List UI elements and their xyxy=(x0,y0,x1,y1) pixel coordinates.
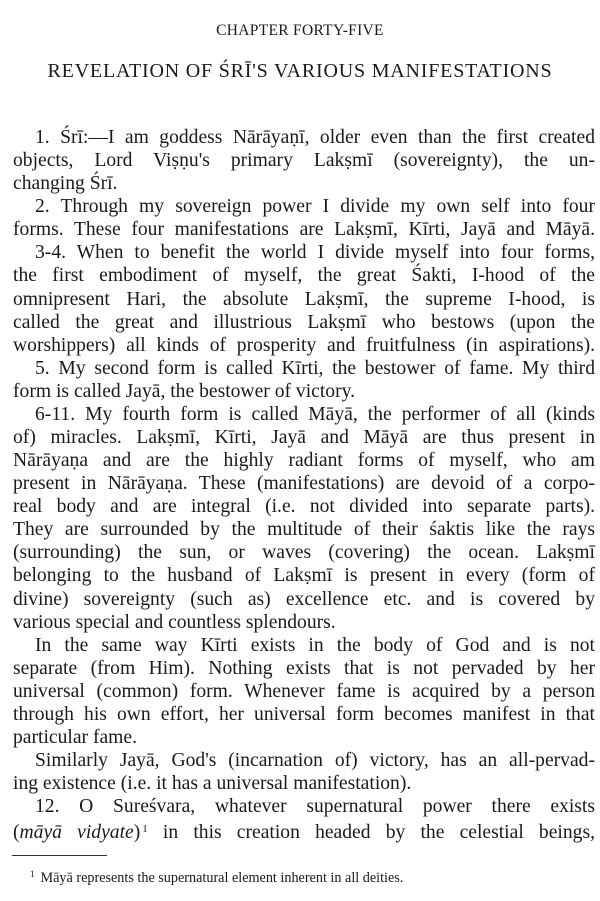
body-line: (surrounding) the sun, or waves (covering) the ocean. Lakṣmī xyxy=(13,542,595,564)
chapter-heading: CHAPTER FORTY-FIVE xyxy=(216,22,384,39)
body-line: various special and countless splendours. xyxy=(13,611,336,633)
body-line: separate (from Him). Nothing exists that is not pervaded by her xyxy=(13,657,595,679)
sanskrit-term: māyā vidyate xyxy=(19,822,134,844)
body-line: through his own effort, her universal form becomes manifest in that xyxy=(13,703,595,725)
body-line: forms. These four manifestations are Lakṣmī, Kīrti, Jayā and Māyā. xyxy=(13,219,595,241)
footnote-reference[interactable]: 1 xyxy=(142,823,148,836)
final-line-rest: in this creation headed by the celestial beings, xyxy=(162,822,595,844)
footnote-marker: 1 xyxy=(30,869,35,879)
page-title: REVELATION OF ŚRĪ'S VARIOUS MANIFESTATIONS xyxy=(47,60,553,82)
body-line: Similarly Jayā, God's (incarnation of) victory, has an all-pervad- xyxy=(35,750,595,772)
body-line: particular fame. xyxy=(13,727,138,749)
body-line: 1. Śrī:—I am goddess Nārāyaṇī, older even than the first created xyxy=(35,127,595,148)
body-line: of) miracles. Lakṣmī, Kīrti, Jayā and Māyā are thus present in xyxy=(13,427,595,449)
paren-close: ) xyxy=(133,822,141,844)
body-line: 6-11. My fourth form is called Māyā, the performer of all (kinds xyxy=(35,403,595,425)
body-line: omnipresent Hari, the absolute Lakṣmī, the supreme I-hood, is xyxy=(13,288,595,310)
body-line: 5. My second form is called Kīrti, the bestower of fame. My third xyxy=(35,357,595,379)
body-line: belonging to the husband of Lakṣmī is present in every (form of xyxy=(13,565,595,587)
body-line: real body and are integral (i.e. not divided into separate parts). xyxy=(13,496,595,518)
footnote-text: Māyā represents the supernatural element inherent in all deities. xyxy=(40,870,404,886)
body-text xyxy=(13,126,595,844)
body-line-final xyxy=(13,818,595,844)
body-line: called the great and illustrious Lakṣmī who bestows (upon the xyxy=(13,311,595,333)
footnote-divider xyxy=(12,855,107,856)
body-line: divine) sovereignty (such as) excellence etc. and is covered by xyxy=(13,588,595,610)
body-line: the first embodiment of myself, the great Śakti, I-hood of the xyxy=(13,265,595,287)
body-line: In the same way Kīrti exists in the body of God and is not xyxy=(35,634,595,656)
body-line: Nārāyaṇa and are the highly radiant forms of myself, who am xyxy=(13,450,595,472)
body-line: form is called Jayā, the bestower of victory. xyxy=(13,380,356,402)
body-line: They are surrounded by the multitude of their śaktis like the rays xyxy=(13,519,595,541)
body-line: 3-4. When to benefit the world I divide myself into four forms, xyxy=(35,242,595,264)
body-line: objects, Lord Viṣṇu's primary Lakṣmī (sovereignty), the un- xyxy=(13,150,595,172)
footnote xyxy=(30,869,403,887)
body-line: changing Śrī. xyxy=(13,173,118,195)
body-line: 12. O Sureśvara, whatever supernatural power there exists xyxy=(35,796,595,818)
body-line: worshippers) all kinds of prosperity and fruitfulness (in aspirations). xyxy=(13,334,595,356)
body-line: universal (common) form. Whenever fame is acquired by a person xyxy=(13,680,595,702)
body-line: 2. Through my sovereign power I divide my own self into four xyxy=(35,196,595,218)
body-line: ing existence (i.e. it has a universal manifestation). xyxy=(13,773,412,795)
body-line: present in Nārāyaṇa. These (manifestations) are devoid of a corpo- xyxy=(13,473,595,495)
paren-open: ( xyxy=(13,822,20,844)
